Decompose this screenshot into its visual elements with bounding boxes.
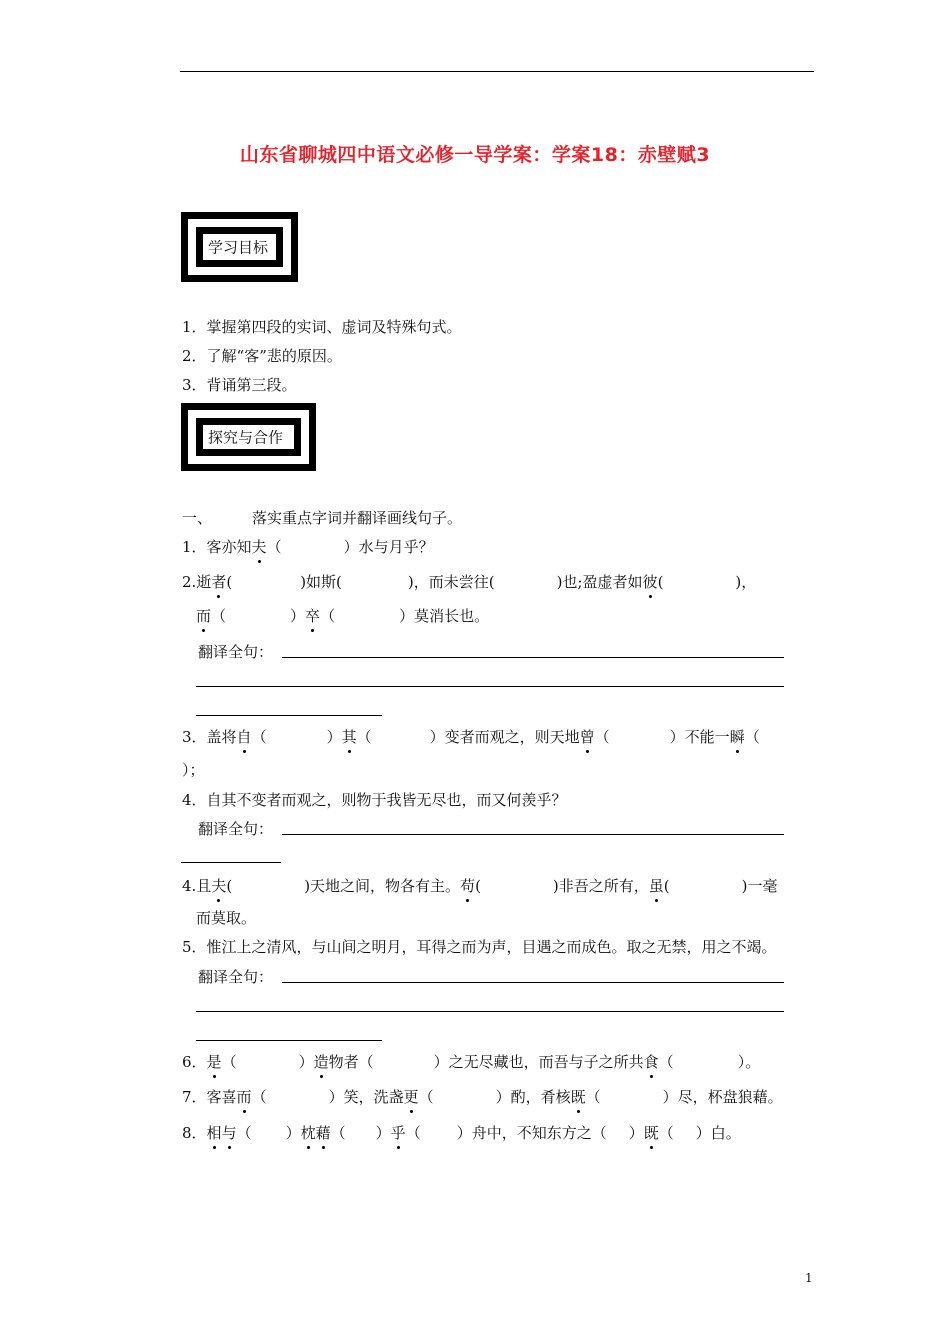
question-4b-line-1: 4.且夫( )天地之间，物各有主。苟( )非吾之所有，虽( )一毫: [182, 877, 778, 895]
exercise-heading: [182, 508, 462, 528]
key-character: 既: [643, 1124, 659, 1142]
key-character: 曾: [579, 728, 595, 746]
translate-label: 翻译全句：: [198, 643, 274, 661]
key-character: 食: [643, 1053, 659, 1071]
answer-line: [181, 862, 281, 863]
heading-text: 落实重点字词并翻译画线句子。: [252, 509, 463, 527]
key-character: 而: [236, 1088, 252, 1106]
translate-label: 翻译全句：: [198, 820, 274, 838]
answer-line: [282, 982, 784, 983]
key-character: 乎: [390, 1124, 406, 1142]
document-title: 山东省聊城四中语文必修一导学案：学案18：赤壁赋3: [239, 144, 711, 166]
goal-item: 3．背诵第三段。: [182, 376, 297, 394]
answer-line: [196, 686, 784, 687]
key-character: 藉: [315, 1124, 331, 1142]
answer-line: [196, 1040, 382, 1041]
question-2-line-1: 2.逝者( )如斯( )，而未尝往( )也;盈虚者如彼( )，: [182, 573, 757, 591]
key-character: 既: [570, 1088, 586, 1106]
question-8: 8．相与（ ）枕藉（ ）乎（ ）舟中，不知东方之（ ）既（ ）白。: [182, 1124, 741, 1142]
key-character: 相: [206, 1124, 222, 1142]
answer-line: [282, 657, 784, 658]
key-character: 彼: [642, 573, 658, 591]
question-4: 4．自其不变者而观之，则物于我皆无尽也，而又何羡乎？: [182, 791, 567, 809]
section-label-goals: 学习目标: [208, 238, 269, 257]
answer-line: [196, 715, 382, 716]
question-3-line-2: ）；: [182, 761, 205, 779]
key-character: 而: [196, 607, 212, 625]
key-character: 其: [341, 728, 357, 746]
key-character: 夫: [251, 538, 267, 556]
heading-number: 一、: [182, 509, 213, 527]
answer-line: [196, 1011, 784, 1012]
key-character: 造: [313, 1053, 329, 1071]
question-7: 7．客喜而（ ）笑，洗盏更（ ）酌，肴核既（ ）尽，杯盘狼藉。: [182, 1088, 783, 1106]
answer-line: [282, 834, 784, 835]
key-character: 是: [206, 1053, 222, 1071]
key-character: 更: [403, 1088, 419, 1106]
section-label-explore: 探究与合作: [208, 428, 284, 447]
question-1: 1．客亦知夫（ ）水与月乎？: [182, 538, 434, 556]
section-box-goals: [181, 212, 298, 282]
question-2-line-2: 而（ ）卒（ ）莫消长也。: [196, 607, 490, 625]
question-4b-line-2: 而莫取。: [196, 909, 257, 927]
key-character: 与: [221, 1124, 237, 1142]
translate-label: 翻译全句：: [198, 968, 274, 986]
key-character: 者: [211, 573, 227, 591]
goal-item: 1．掌握第四段的实词、虚词及特殊句式。: [182, 318, 462, 336]
question-5: 5．惟江上之清风，与山间之明月，耳得之而为声，目遇之而成色。取之无禁，用之不竭。: [182, 938, 777, 956]
key-character: 瞬: [729, 728, 745, 746]
section-box-explore: [181, 403, 316, 471]
key-character: 苟: [460, 877, 476, 895]
key-character: 夫: [211, 877, 227, 895]
key-character: 枕: [300, 1124, 316, 1142]
question-6: 6．是（ ）造物者（ ）之无尽藏也，而吾与子之所共食（ ）。: [182, 1053, 761, 1071]
key-character: 卒: [305, 607, 321, 625]
key-character: 虽: [648, 877, 664, 895]
key-character: 自: [236, 728, 252, 746]
page-number: 1: [805, 1271, 813, 1285]
question-3-line-1: 3．盖将自（ ）其（ ）变者而观之，则天地曾（ ）不能一瞬（: [182, 728, 760, 746]
goal-item: 2．了解“客”悲的原因。: [182, 347, 342, 365]
header-rule: [180, 71, 814, 72]
